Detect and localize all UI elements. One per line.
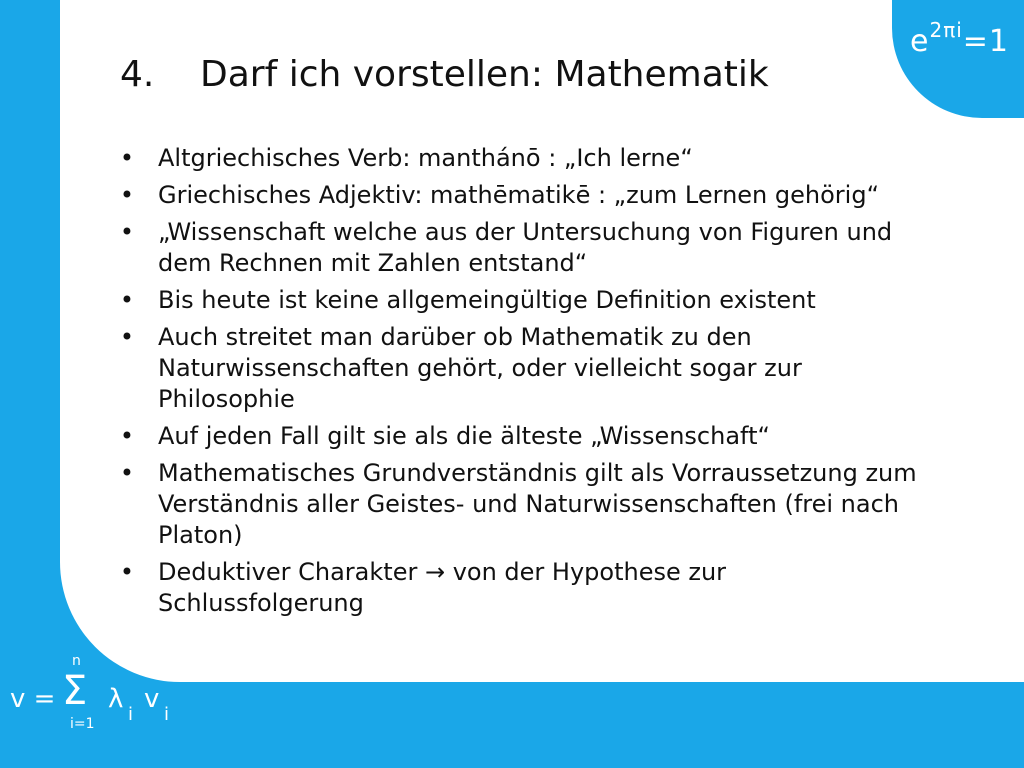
bullet-text-part: Deduktiver Charakter — [158, 558, 425, 586]
bullet-dot: • — [119, 558, 135, 586]
arrow-right-icon: → — [424, 558, 446, 586]
sum-lower-limit: i=1 — [70, 716, 95, 732]
bullet-item — [118, 322, 1024, 415]
bullet-text: Auf jeden Fall gilt sie als die älteste „Wissenschaft“ — [158, 422, 770, 450]
slide-title-number: 4. — [120, 54, 155, 95]
sum-upper-limit: n — [72, 653, 81, 669]
slide-title-text: Darf ich vorstellen: Mathematik — [200, 54, 769, 95]
lambda-subscript: i — [128, 704, 134, 725]
bullet-text-part: von der Hypothese zur Schlussfolgerung — [158, 558, 727, 617]
bullet-dot: • — [119, 181, 135, 209]
euler-exponent: 2πi — [929, 18, 963, 42]
sigma-symbol: Σ — [62, 668, 88, 714]
bullet-item — [118, 421, 1024, 452]
bullet-item — [118, 180, 1024, 211]
vector-v-subscript: i — [164, 704, 170, 725]
bullet-dot: • — [119, 459, 135, 487]
bullet-dot: • — [119, 144, 135, 172]
bullet-list — [118, 143, 1024, 625]
bullet-item — [118, 458, 1024, 551]
euler-identity — [910, 18, 1010, 59]
bullet-dot: • — [119, 422, 135, 450]
vector-sum-formula — [10, 650, 210, 740]
lambda-symbol: λ — [108, 684, 124, 714]
bullet-dot: • — [119, 323, 135, 351]
bullet-dot: • — [119, 218, 135, 246]
bullet-text: Auch streitet man darüber ob Mathematik zu den Naturwissenschaften gehört, oder vielleicht sogar zur Philosophie — [158, 323, 802, 413]
vector-v: v — [144, 684, 160, 714]
bullet-item — [118, 217, 1024, 279]
bullet-text: Bis heute ist keine allgemeingültige Definition existent — [158, 286, 816, 314]
bullet-item — [118, 557, 1024, 619]
euler-rhs: =1 — [962, 24, 1010, 59]
bullet-text-arrow — [158, 558, 726, 617]
bullet-item — [118, 143, 1024, 174]
slide-title — [120, 54, 769, 95]
euler-base: e — [910, 24, 930, 59]
bullet-text: Mathematisches Grundverständnis gilt als Vorraussetzung zum Verständnis aller Geistes- und Naturwissenschaften (frei nach Platon) — [158, 459, 917, 549]
formula-lhs: v = — [10, 684, 56, 714]
bullet-item — [118, 285, 1024, 316]
bullet-text: Altgriechisches Verb: manthánō : „Ich lerne“ — [158, 144, 693, 172]
bullet-text: „Wissenschaft welche aus der Untersuchung von Figuren und dem Rechnen mit Zahlen entstand“ — [158, 218, 893, 277]
bullet-text: Griechisches Adjektiv: mathēmatikē : „zum Lernen gehörig“ — [158, 181, 879, 209]
bullet-dot: • — [119, 286, 135, 314]
